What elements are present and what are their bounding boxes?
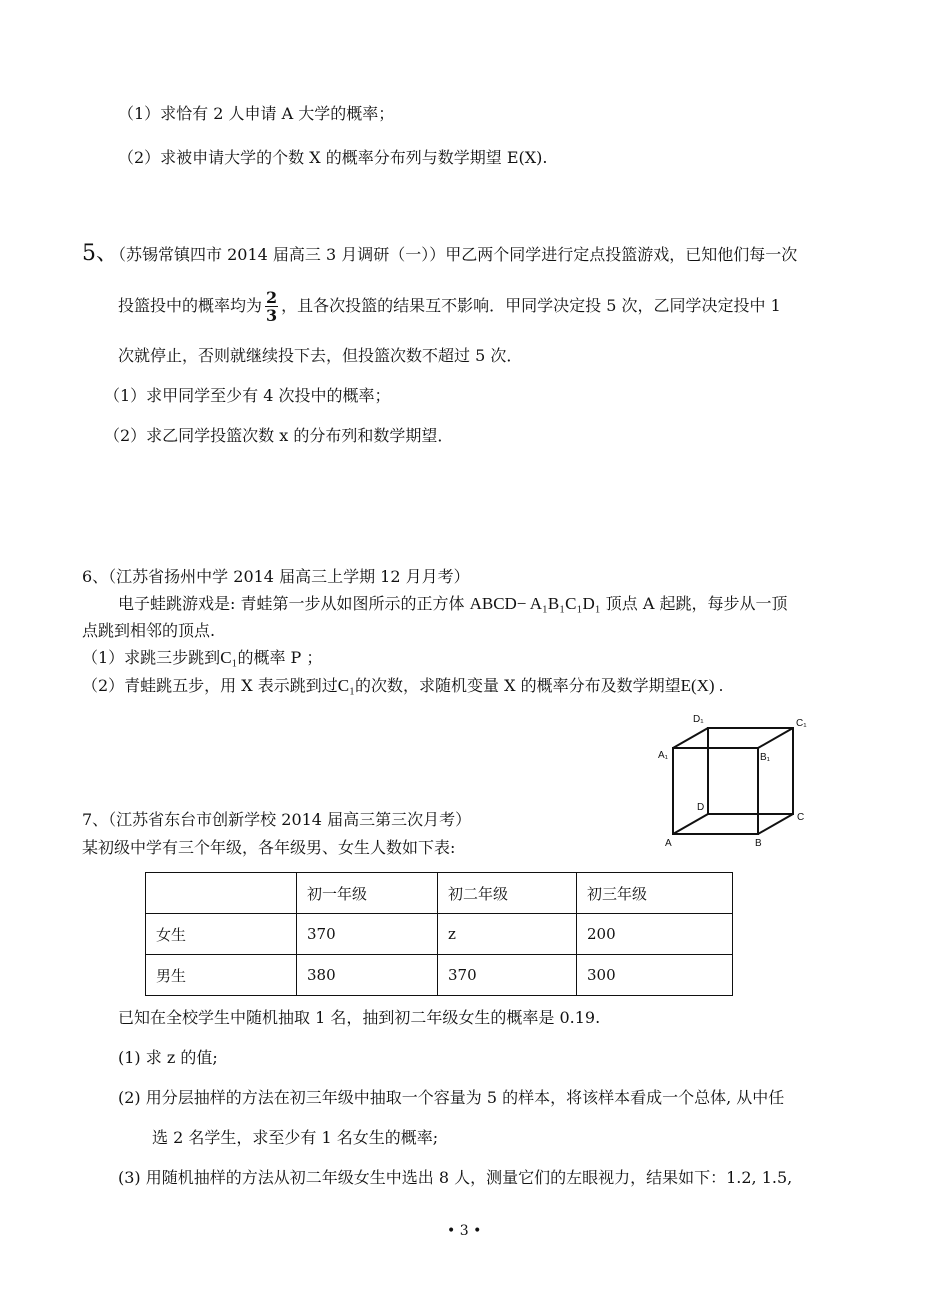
q5-part1: （1）求甲同学至少有 4 次投中的概率； [104, 386, 391, 405]
table-header-cell [146, 873, 297, 914]
q4-part1: （1）求恰有 2 人申请 A 大学的概率； [118, 104, 395, 123]
q7-part3: (3) 用随机抽样的方法从初二年级女生中选出 8 人，测量它们的左眼视力，结果如下：1.2, 1.5, [118, 1168, 793, 1187]
q6-part2b: 的次数，求随机变量 X 的概率分布及数学期望 [355, 676, 681, 695]
page-number: • 3 • [447, 1223, 482, 1239]
q6-part2 [82, 676, 723, 696]
table-header-cell: 初一年级 [297, 873, 438, 914]
q5-fraction [265, 289, 278, 324]
q6-part1b: 的概率 P ； [237, 648, 323, 667]
q6-expectation: E(X) . [680, 676, 724, 695]
table-cell: 200 [577, 914, 733, 955]
q4-part2: （2）求被申请大学的个数 X 的概率分布列与数学期望 E(X). [118, 148, 548, 167]
label-c: C [797, 812, 805, 823]
table-cell: 370 [297, 914, 438, 955]
q6-body2: 点跳到相邻的顶点. [82, 621, 216, 640]
q6-body1a: 电子蛙跳游戏是: 青蛙第一步从如图所示的正方体 [118, 594, 470, 613]
q6-title: 6、（江苏省扬州中学 2014 届高三上学期 12 月月考） [82, 567, 470, 586]
label-d1: D₁ [693, 714, 704, 725]
grade-table [145, 872, 733, 996]
q5-number: 5、 [82, 241, 118, 266]
q6-part1a: （1）求跳三步跳到 [82, 648, 221, 667]
q7-given: 已知在全校学生中随机抽取 1 名，抽到初二年级女生的概率是 0.19. [118, 1008, 601, 1027]
q5-frac-num: 2 [266, 288, 278, 307]
table-row [146, 914, 733, 955]
cube-figure [655, 710, 815, 855]
q5-part2: （2）求乙同学投篮次数 x 的分布列和数学期望． [104, 426, 454, 445]
label-d: D [697, 802, 705, 813]
q5-heading [82, 241, 798, 266]
table-cell: 370 [438, 955, 577, 996]
q7-title: 7、（江苏省东台市创新学校 2014 届高三第三次月考） [82, 810, 472, 829]
cube-back-face [708, 728, 793, 814]
q7-part2b: 选 2 名学生，求至少有 1 名女生的概率; [152, 1128, 439, 1147]
cube-edge-b1c1 [758, 728, 793, 748]
q6-cube-name: ABCD− A₁B₁C₁D₁ [469, 594, 601, 613]
q7-part2a: (2) 用分层抽样的方法在初三年级中抽取一个容量为 5 的样本，将该样本看成一个总体, 从中任 [118, 1088, 785, 1107]
label-a: A [665, 838, 672, 849]
q6-part1 [82, 648, 322, 668]
q5-line2 [118, 286, 781, 326]
q6-body1b: 顶点 A 起跳，每步从一顶 [600, 594, 788, 613]
cube-edge-bc [758, 814, 793, 834]
table-header-row [146, 873, 733, 914]
table-cell: 380 [297, 955, 438, 996]
label-b1: B₁ [760, 752, 771, 763]
cube-edge-ad [673, 814, 708, 834]
q7-intro: 某初级中学有三个年级，各年级男、女生人数如下表: [82, 838, 456, 857]
q6-c1-second: C₁ [337, 676, 356, 695]
q5-source: （苏锡常镇四市 2014 届高三 3 月调研（一））甲乙两个同学进行定点投篮游戏，已知他们每一次 [118, 245, 798, 264]
label-a1: A₁ [658, 750, 669, 761]
table-cell: 女生 [146, 914, 297, 955]
q6-body1 [118, 594, 787, 614]
label-c1: C₁ [796, 718, 807, 729]
q5-line2b: ，且各次投篮的结果互不影响．甲同学决定投 5 次，乙同学决定投中 1 [281, 296, 781, 315]
table-header-cell: 初二年级 [438, 873, 577, 914]
table-header-cell: 初三年级 [577, 873, 733, 914]
q5-frac-den: 3 [266, 306, 278, 325]
q5-line2a: 投篮投中的概率均为 [118, 296, 263, 315]
label-b: B [755, 838, 762, 849]
table-row [146, 955, 733, 996]
table-cell: 男生 [146, 955, 297, 996]
cube-front-face [673, 748, 758, 834]
cube-edge-a1d1 [673, 728, 708, 748]
q6-c1: C₁ [220, 648, 238, 667]
q6-part2a: （2）青蛙跳五步，用 X 表示跳到过 [82, 676, 338, 695]
table-cell: 300 [577, 955, 733, 996]
q5-line3: 次就停止，否则就继续投下去，但投篮次数不超过 5 次． [118, 346, 523, 365]
table-cell: z [438, 914, 577, 955]
q7-part1: (1) 求 z 的值; [118, 1048, 218, 1067]
